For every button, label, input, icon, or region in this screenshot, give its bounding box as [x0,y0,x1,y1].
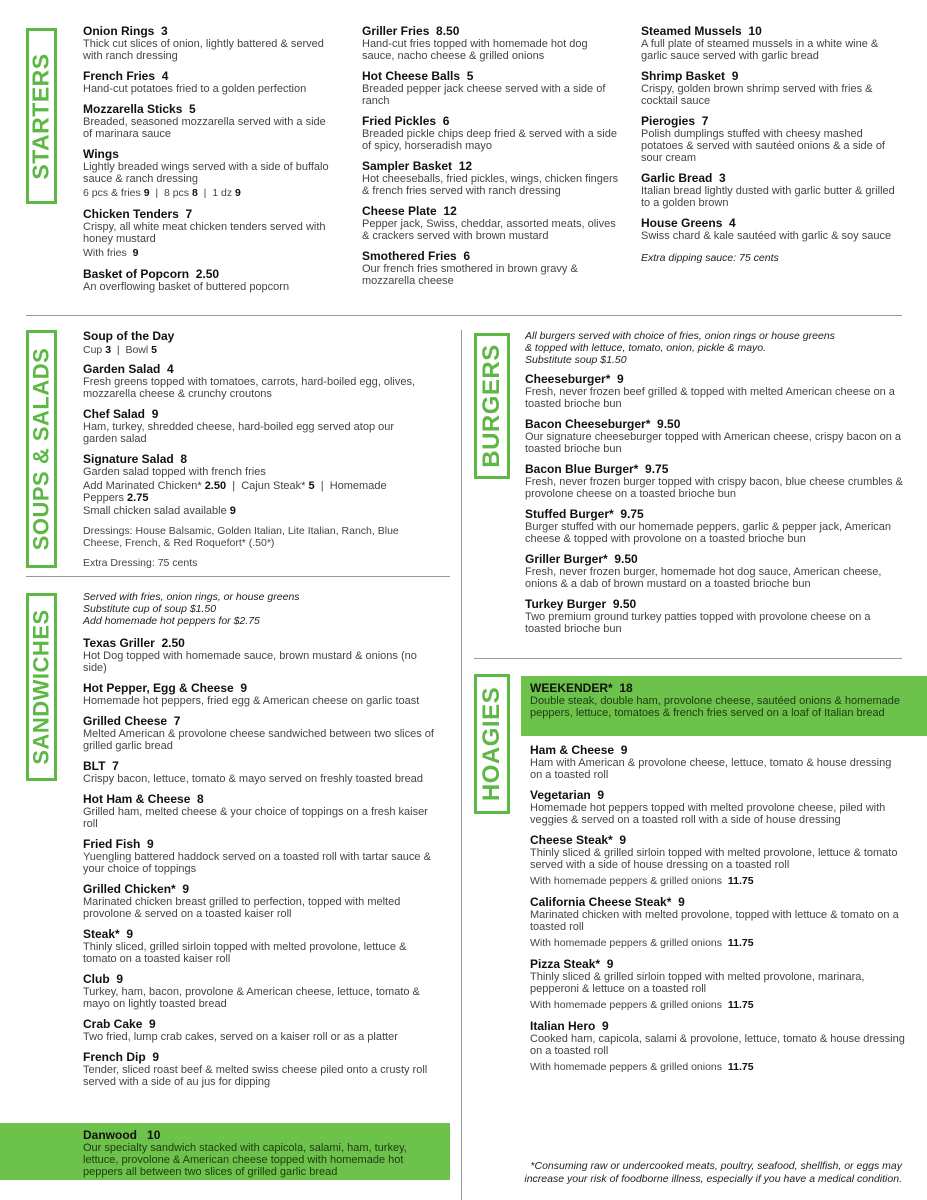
menu-item: Mozzarella Sticks 5 Breaded, seasoned mozzarella served with a side of marinara sauce [83,102,326,140]
signature-addons: Add Marinated Chicken* 2.50 | Cajun Steak* 5 | Homemade Peppers 2.75 [83,480,387,504]
menu-item: Basket of Popcorn 2.50 An overflowing basket of buttered popcorn [83,267,290,293]
divider [461,330,462,1200]
menu-item: Texas Griller 2.50 Hot Dog topped with homemade sauce, brown mustard & onions (no side) [83,636,417,674]
menu-item: Turkey Burger 9.50 Two premium ground turkey patties topped with provolone cheese on a toasted brioche bun [525,597,871,635]
menu-item: Wings Lightly breaded wings served with a side of buffalo sauce & ranch dressing 6 pcs & fries 9 | 8 pcs 8 | 1 dz 9 [83,147,333,200]
menu-item: Griller Burger* 9.50 Fresh, never frozen burger, homemade hot dog sauce, American cheese, onions & a dab of brown mustard on a toasted brioche bun [525,552,882,590]
menu-item: Chicken Tenders 7 Crispy, all white meat chicken tenders served with honey mustard With fries 9 [83,207,326,259]
menu-item: Onion Rings 3 Thick cut slices of onion, lightly battered & served with ranch dressing [83,24,324,62]
dressings-note: Dressings: House Balsamic, Golden Italian, Lite Italian, Ranch, Blue Cheese, French, & Red Roquefort* (.50*) [83,525,399,549]
menu-item: Fried Fish 9 Yuengling battered haddock served on a toasted roll with tartar sauce & your choice of toppings [83,837,431,875]
wings-options: 6 pcs & fries 9 | 8 pcs 8 | 1 dz 9 [83,187,241,199]
starters-col-3 [641,24,903,264]
featured-danwood: Danwood 10 Our specialty sandwich stacked with capicola, salami, ham, turkey, lettuce, provolone & American cheese topped with homemade hot peppers all between two slices of grilled garlic bread [0,1123,450,1180]
menu-item: Garlic Bread 3 Italian bread lightly dusted with garlic butter & grilled to a golden brown [641,171,895,209]
menu-item: Grilled Chicken* 9 Marinated chicken breast grilled to perfection, topped with melted provolone & served on a toasted kaiser roll [83,882,401,920]
menu-item: BLT 7 Crispy bacon, lettuce, tomato & mayo served on freshly toasted bread [83,759,423,785]
menu-item: Sampler Basket 12 Hot cheeseballs, fried pickles, wings, chicken fingers & french fries served with ranch dressing [362,159,619,197]
menu-item: Cheese Plate 12 Pepper jack, Swiss, cheddar, assorted meats, olives & crackers served with brown mustard [362,204,616,242]
menu-item: Cheese Steak* 9 Thinly sliced & grilled sirloin topped with melted provolone, lettuce & tomato served with a side of house dressing on a toasted roll With homemade peppers & grilled onions 11.75 [530,833,898,887]
menu-item: Bacon Cheeseburger* 9.50 Our signature cheeseburger topped with American cheese, crispy bacon on a toasted brioche bun [525,417,902,455]
menu-item: Smothered Fries 6 Our french fries smothered in brown gravy & mozzarella cheese [362,249,578,287]
burgers-label: BURGERS [474,333,510,479]
menu-item: Steamed Mussels 10 A full plate of steamed mussels in a white wine & garlic sauce served with garlic bread [641,24,879,62]
menu-item: French Fries 4 Hand-cut potatoes fried to a golden perfection [83,69,307,95]
menu-item: California Cheese Steak* 9 Marinated chicken with melted provolone, topped with lettuce & tomato on a toasted roll With homemade peppers & grilled onions 11.75 [530,895,899,949]
menu-item: Fried Pickles 6 Breaded pickle chips deep fried & served with a side of spicy, horseradish mayo [362,114,617,152]
menu-item: Hot Cheese Balls 5 Breaded pepper jack cheese served with a side of ranch [362,69,606,107]
menu-item: Club 9 Turkey, ham, bacon, provolone & American cheese, lettuce, tomato & mayo on lightly toasted bread [83,972,420,1010]
menu-item: Ham & Cheese 9 Ham with American & provolone cheese, lettuce, tomato & house dressing on a toasted roll [530,743,892,781]
menu-item: Signature Salad 8 Garden salad topped with french fries Add Marinated Chicken* 2.50 | Cajun Steak* 5 | Homemade Peppers 2.75 Small chicken salad available 9 [83,452,428,517]
hoagies-label: HOAGIES [474,674,510,814]
extra-dipping-note: Extra dipping sauce: 75 cents [641,252,779,264]
menu-item: Crab Cake 9 Two fried, lump crab cakes, served on a kaiser roll or as a platter [83,1017,398,1043]
starters-col-2 [362,24,620,294]
divider [474,658,902,659]
featured-weekender: WEEKENDER* 18 Double steak, double ham, provolone cheese, sautéed onions & homemade peppers, lettuce, tomatoes & french fries served on a loaf of Italian bread [521,676,927,736]
menu-item: Griller Fries 8.50 Hand-cut fries topped with homemade hot dog sauce, nacho cheese & grilled onions [362,24,588,62]
sandwiches-label: SANDWICHES [26,593,57,781]
starters-label: STARTERS [26,28,57,204]
menu-item: Garden Salad 4 Fresh greens topped with tomatoes, carrots, hard-boiled egg, olives, mozzarella cheese & crunchy croutons [83,362,416,400]
menu-item: Grilled Cheese 7 Melted American & provolone cheese sandwiched between two slices of grilled garlic bread [83,714,434,752]
burgers-col: All burgers served with choice of fries, onion rings or house greens & topped with lettuce, tomato, onion, pickle & mayo. Substitute soup $1.50 Cheeseburger* 9 Fresh, never frozen beef grilled & topped with melted American cheese on a toasted brioche bun Bacon Cheeseburger* 9.50 Our signature cheeseburger topped with American cheese, crispy bacon on a toasted brioche bun Bacon Blue Burger* 9.75 Fresh, never frozen burger topped with crispy bacon, blue cheese crumbles & provolone cheese on a toasted brioche bun Stuffed Burger* 9.75 Burger stuffed with our homemade peppers, garlic & pepper jack, American cheese & topped with provolone on a toasted brioche bun Griller Burger* 9.50 Fresh, never frozen burger, homemade hot dog sauce, American cheese, onions & a dab of brown mustard on a toasted brioche bun Turkey Burger 9.50 Two premium ground turkey patties topped with provolone cheese on a toasted brioche bun [525,330,905,642]
foodborne-disclaimer: *Consuming raw or undercooked meats, poultry, seafood, shellfish, or eggs may increase your risk of foodborne illness, especially if you have a medical condition. [524,1160,902,1185]
menu-item: Bacon Blue Burger* 9.75 Fresh, never frozen burger topped with crispy bacon, blue cheese crumbles & provolone cheese on a toasted brioche bun [525,462,903,500]
menu-item: Hot Ham & Cheese 8 Grilled ham, melted cheese & your choice of toppings on a fresh kaiser roll [83,792,428,830]
divider [26,315,902,316]
hoagies-col [530,743,905,1081]
soups-salads-col [83,329,428,569]
menu-item: Cheeseburger* 9 Fresh, never frozen beef grilled & topped with melted American cheese on a toasted brioche bun [525,372,895,410]
soups-salads-label: SOUPS & SALADS [26,330,57,568]
extra-dressing-note: Extra Dressing: 75 cents [83,557,198,569]
menu-item: Hot Pepper, Egg & Cheese 9 Homemade hot peppers, fried egg & American cheese on garlic toast [83,681,420,707]
menu-item: Chef Salad 9 Ham, turkey, shredded cheese, hard-boiled egg served atop our garden salad [83,407,395,445]
starters-col-1 [83,24,333,300]
menu-item: Shrimp Basket 9 Crispy, golden brown shrimp served with fries & cocktail sauce [641,69,873,107]
menu-item: Pizza Steak* 9 Thinly sliced & grilled sirloin topped with melted provolone, marinara, pepperoni & lettuce on a toasted roll With homemade peppers & grilled onions 11.75 [530,957,865,1011]
menu-item: Vegetarian 9 Homemade hot peppers topped with melted provolone cheese, piled with veggies & served on a toasted roll with a side of house dressing [530,788,886,826]
menu-item: French Dip 9 Tender, sliced roast beef & melted swiss cheese piled onto a crusty roll served with a side of au jus for dipping [83,1050,428,1088]
menu-item: House Greens 4 Swiss chard & kale sautéed with garlic & soy sauce [641,216,892,242]
divider [26,576,450,577]
soup-of-the-day: Soup of the Day Cup 3 | Bowl 5 [83,329,175,356]
menu-item: Pierogies 7 Polish dumplings stuffed with cheesy mashed potatoes & served with sautéed onions & a side of sour cream [641,114,885,164]
sandwiches-col: Served with fries, onion rings, or house greens Substitute cup of soup $1.50 Add homemade hot peppers for $2.75 Texas Griller 2.50 Hot Dog topped with homemade sauce, brown mustard & onions (no side) Hot Pepper, Egg & Cheese 9 Homemade hot peppers, fried egg & American cheese on garlic toast Grilled Cheese 7 Melted American & provolone cheese sandwiched between two slices of grilled garlic bread BLT 7 Crispy bacon, lettuce, tomato & mayo served on freshly toasted bread Hot Ham & Cheese 8 Grilled ham, melted cheese & your choice of toppings on a fresh kaiser roll Fried Fish 9 Yuengling battered haddock served on a toasted roll with tartar sauce & your choice of toppings Grilled Chicken* 9 Marinated chicken breast grilled to perfection, topped with melted provolone & served on a toasted kaiser roll Steak* 9 Thinly sliced, grilled sirloin topped with melted provolone, lettuce & tomato on a toasted kaiser roll Club 9 Turkey, ham, bacon, provolone & American cheese, lettuce, tomato & mayo on lightly toasted bread Crab Cake 9 Two fried, lump crab cakes, served on a kaiser roll or as a platter French Dip 9 Tender, sliced roast beef & melted swiss cheese piled onto a crusty roll served with a side of au jus for dipping [83,591,438,1095]
menu-item: Italian Hero 9 Cooked ham, capicola, salami & provolone, lettuce, tomato & house dressing on a toasted roll With homemade peppers & grilled onions 11.75 [530,1019,905,1073]
menu-item: Stuffed Burger* 9.75 Burger stuffed with our homemade peppers, garlic & pepper jack, American cheese & topped with provolone on a toasted brioche bun [525,507,892,545]
menu-item: Steak* 9 Thinly sliced, grilled sirloin topped with melted provolone, lettuce & tomato on a toasted kaiser roll [83,927,407,965]
